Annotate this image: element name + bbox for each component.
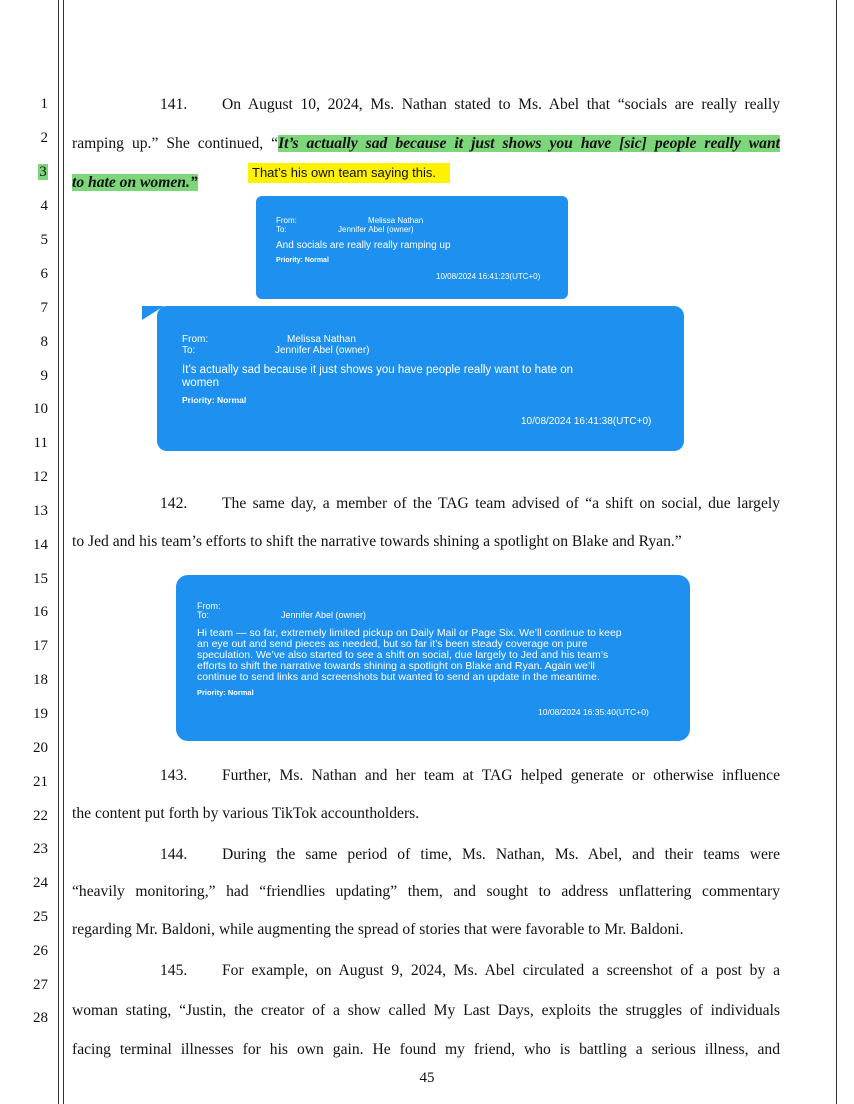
para-145-line-2 [72,1001,780,1021]
message-body: And socials are really really ramping up [276,240,451,251]
message-bubble-2 [157,306,684,451]
line-number: 27 [33,977,48,993]
to-label: To: [182,345,196,356]
to-label: To: [276,225,287,234]
from-label: From: [197,601,221,611]
line-number: 14 [33,537,48,553]
para-142-line-1 [72,494,780,514]
priority-text: Priority: Normal [276,257,329,264]
message-body-line-1: It’s actually sad because it just shows you have people really want to hate on [182,364,574,376]
to-value: Jennifer Abel (owner) [281,610,367,620]
para-142-line-2 [72,532,780,552]
paragraph-number: 143. [160,767,188,784]
line-number: 3 [39,164,47,180]
message-body-line-4: efforts to shift the narrative towards shining a spotlight on Blake and Ryan. Again we’ll [197,660,595,672]
para-text: For example, on August 9, 2024, Ms. Abel circulated a screenshot of a post by a [222,962,780,979]
paragraph-number: 141. [160,96,188,113]
to-value: Jennifer Abel (owner) [338,225,414,234]
priority-text: Priority: Normal [182,395,247,405]
page-number: 45 [419,1070,435,1086]
line-number: 25 [33,909,48,925]
from-label: From: [276,216,297,225]
line-number: 2 [40,130,48,146]
timestamp: 10/08/2024 16:35:40(UTC+0) [538,707,649,717]
left-margin-rule-inner [63,0,64,1104]
line-number: 11 [33,435,48,451]
right-margin-rule [836,0,837,1104]
para-text: to Jed and his team’s efforts to shift the narrative towards shining a spotlight on Blake and Ryan.” [72,533,682,550]
line-number: 19 [33,706,48,722]
paragraph-number: 144. [160,846,188,863]
line-number: 4 [40,198,48,214]
para-text: regarding Mr. Baldoni, while augmenting the spread of stories that were favorable to Mr. Baldoni. [72,921,684,938]
paragraph-number: 145. [160,962,188,979]
to-value: Jennifer Abel (owner) [275,345,370,356]
para-144-line-1 [72,845,780,865]
highlighted-quote: It’s actually sad because it just shows you have [sic] people really want [278,135,780,152]
line-number: 24 [33,875,48,891]
message-body-line-2: women [182,377,220,389]
line-number: 12 [33,469,48,485]
para-143-line-2 [72,804,780,824]
to-label: To: [197,610,210,620]
from-value: Melissa Nathan [368,216,424,225]
highlighted-quote: to hate on women. [72,174,190,191]
para-145-line-1 [72,961,780,981]
para-text: “heavily monitoring,” had “friendlies updating” them, and sought to address unflattering commentary [72,883,780,900]
para-text: On August 10, 2024, Ms. Nathan stated to Ms. Abel that “socials are really really [222,96,780,113]
line-number: 15 [33,571,48,587]
line-number: 17 [33,638,48,654]
line-number: 26 [33,943,48,959]
line-number: 1 [40,96,48,112]
line-number: 5 [40,232,48,248]
para-text: the content put forth by various TikTok accountholders. [72,805,420,822]
para-141-line-2 [72,134,780,154]
message-bubble-1 [256,196,568,299]
line-number: 22 [33,808,48,824]
message-body-line-2: an eye out and send pieces as needed, but so far it’s been steady coverage on pure [197,638,588,650]
line-number: 23 [33,841,48,857]
line-number: 21 [33,774,48,790]
line-number: 7 [40,300,48,316]
line-number: 28 [33,1010,48,1026]
para-141-line-1 [72,95,780,115]
para-text: facing terminal illnesses for his own gain. He found my friend, who is battling a serious illness, and [72,1041,780,1058]
line-number: 16 [33,604,48,620]
timestamp: 10/08/2024 16:41:23(UTC+0) [436,272,541,281]
message-body-line-3: speculation. We’ve also started to see a shift on social, due largely to Jed and his team’s [197,649,609,661]
line-number: 6 [40,266,48,282]
left-margin-rule [58,0,59,1104]
para-text: ramping up.” She continued, “ [72,135,279,152]
para-143-line-1 [72,766,780,786]
message-body-line-5: continue to send links and screenshots but wanted to send an update in the meantime. [197,671,600,683]
line-number: 10 [33,401,48,417]
line-number: 18 [33,672,48,688]
para-144-line-3 [72,920,780,940]
para-text: During the same period of time, Ms. Nathan, Ms. Abel, and their teams were [222,846,780,863]
highlighted-quote-end: ” [189,174,198,191]
para-145-line-3 [72,1040,780,1060]
line-number: 9 [40,368,48,384]
para-text: Further, Ms. Nathan and her team at TAG helped generate or otherwise influence [222,767,780,784]
para-text: woman stating, “Justin, the creator of a show called My Last Days, exploits the struggles of individuals [72,1002,780,1019]
line-number: 8 [40,334,48,350]
line-number: 13 [33,503,48,519]
timestamp: 10/08/2024 16:41:38(UTC+0) [521,416,652,427]
para-text: The same day, a member of the TAG team advised of “a shift on social, due largely [222,495,780,512]
message-bubble-3 [176,575,690,741]
from-value: Melissa Nathan [287,334,356,345]
annotation-note: That’s his own team saying this. [248,163,450,183]
message-body-line-1: Hi team — so far, extremely limited pickup on Daily Mail or Page Six. We’ll continue to keep [197,627,622,639]
paragraph-number: 142. [160,495,188,512]
from-label: From: [182,334,209,345]
priority-text: Priority: Normal [197,688,254,697]
para-144-line-2 [72,882,780,902]
line-number: 20 [33,740,48,756]
